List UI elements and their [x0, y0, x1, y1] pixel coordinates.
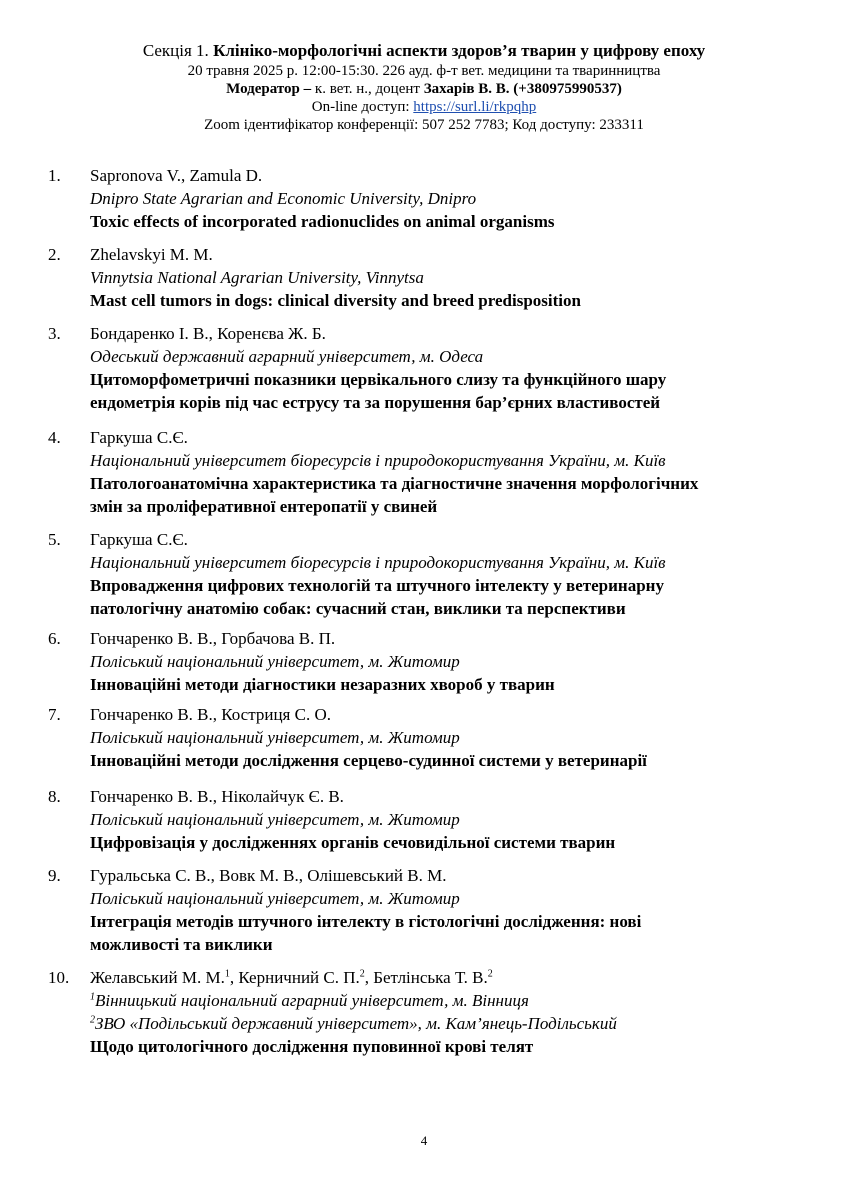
author-name: Желавський М. М.	[90, 968, 225, 987]
entry-title-line-2: патологічну анатомію собак: сучасний стан, виклики та перспективи	[90, 599, 626, 618]
entry-title-line-1: Впровадження цифрових технологій та штучного інтелекту у ветеринарну	[90, 576, 664, 595]
entry-number: 10.	[48, 968, 70, 987]
section-prefix: Секція 1.	[142, 41, 214, 60]
moderator-line	[0, 80, 848, 98]
entry-affiliation: Національний університет біоресурсів і природокористування України, м. Київ	[90, 553, 666, 572]
moderator-rank: к. вет. н., доцент	[314, 81, 424, 97]
affiliation-text: Вінницький національний аграрний університет, м. Вінниця	[95, 991, 529, 1010]
section-heading	[0, 40, 848, 62]
entry-authors: Гончаренко В. В., Костриця С. О.	[90, 705, 331, 724]
entry-title: Інноваційні методи дослідження серцево-судинної системи у ветеринарії	[90, 751, 647, 770]
entry-authors: Sapronova V., Zamula D.	[90, 166, 263, 185]
entry-number: 9.	[48, 866, 61, 885]
entry-affiliation: Dnipro State Agrarian and Economic University, Dnipro	[90, 189, 477, 208]
entry-title: Щодо цитологічного дослідження пуповинної крові телят	[90, 1037, 534, 1056]
online-access-line	[0, 98, 848, 116]
entry-affiliation-1	[90, 989, 818, 1012]
entry-affiliation: Поліський національний університет, м. Житомир	[90, 889, 460, 908]
entry-affiliation-2	[90, 1012, 818, 1035]
entry-number: 4.	[48, 428, 61, 447]
entry-affiliation: Поліський національний університет, м. Житомир	[90, 728, 460, 747]
entry-affiliation: Поліський національний університет, м. Житомир	[90, 652, 460, 671]
entry-number: 2.	[48, 245, 61, 264]
author-name: , Бетлінська Т. В.	[364, 968, 488, 987]
entry-affiliation: Поліський національний університет, м. Житомир	[90, 810, 460, 829]
affiliation-marker: 1	[224, 968, 230, 980]
entry-authors: Zhelavskyi M. M.	[90, 245, 213, 264]
entry-authors	[90, 966, 818, 989]
entry-authors: Гончаренко В. В., Ніколайчук Є. В.	[90, 787, 344, 806]
section-title: Клініко-морфологічні аспекти здоров’я тварин у цифрову епоху	[213, 41, 706, 60]
affiliation-text: ЗВО «Подільський державний університет», м. Кам’янець-Подільський	[95, 1014, 617, 1033]
entry-title-line-2: ендометрія корів під час еструсу та за порушення бар’єрних властивостей	[90, 393, 661, 412]
entry-authors: Гуральська С. В., Вовк М. В., Олішевський В. М.	[90, 866, 447, 885]
section-header	[0, 40, 848, 134]
entry-number: 3.	[48, 324, 61, 343]
entry-title: Toxic effects of incorporated radionuclides on animal organisms	[90, 212, 555, 231]
entry-title: Mast cell tumors in dogs: clinical diversity and breed predisposition	[90, 291, 581, 310]
author-name: , Керничний С. П.	[229, 968, 360, 987]
entry-number: 7.	[48, 705, 61, 724]
entry-authors: Гаркуша С.Є.	[90, 530, 188, 549]
online-access-link[interactable]: https://surl.li/rkpqhp	[413, 99, 537, 115]
moderator-name: Захарів В. В. (+380975990537)	[423, 81, 622, 97]
entry-title-line-2: можливості та виклики	[90, 935, 273, 954]
entry-title-line-2: змін за проліферативної ентеропатії у свиней	[90, 497, 438, 516]
entry-number: 1.	[48, 166, 61, 185]
entry-authors: Гончаренко В. В., Горбачова В. П.	[90, 629, 336, 648]
entry-affiliation: Vinnytsia National Agrarian University, Vinnytsa	[90, 268, 424, 287]
affiliation-marker: 2	[90, 1014, 95, 1026]
affiliation-marker: 1	[90, 991, 95, 1003]
online-label: On-line доступ:	[311, 99, 414, 115]
entry-title: Інноваційні методи діагностики незаразних хвороб у тварин	[90, 675, 555, 694]
entry-authors: Гаркуша С.Є.	[90, 428, 188, 447]
entry-affiliation: Національний університет біоресурсів і природокористування України, м. Київ	[90, 451, 666, 470]
affiliation-marker: 2	[359, 968, 365, 980]
page-number: 4	[420, 1133, 428, 1148]
date-place: 20 травня 2025 р. 12:00-15:30. 226 ауд. ф-т вет. медицини та тваринництва	[187, 63, 661, 79]
entry-title-line-1: Інтеграція методів штучного інтелекту в гістологічні дослідження: нові	[90, 912, 642, 931]
entry-title-line-1: Патологоанатомічна характеристика та діагностичне значення морфологічних	[90, 474, 699, 493]
zoom-info: Zoom ідентифікатор конференції: 507 252 7783; Код доступу: 233311	[204, 117, 644, 133]
entry-title-line-1: Цитоморфометричні показники цервікального слизу та функційного шару	[90, 370, 667, 389]
entry-authors: Бондаренко І. В., Коренєва Ж. Б.	[90, 324, 326, 343]
entry-number: 6.	[48, 629, 61, 648]
affiliation-marker: 2	[487, 968, 493, 980]
entry-number: 8.	[48, 787, 61, 806]
entry-affiliation: Одеський державний аграрний університет, м. Одеса	[90, 347, 484, 366]
moderator-label: Модератор –	[226, 81, 315, 97]
entry-number: 5.	[48, 530, 61, 549]
entry-title: Цифровізація у дослідженнях органів сечовидільної системи тварин	[90, 833, 616, 852]
